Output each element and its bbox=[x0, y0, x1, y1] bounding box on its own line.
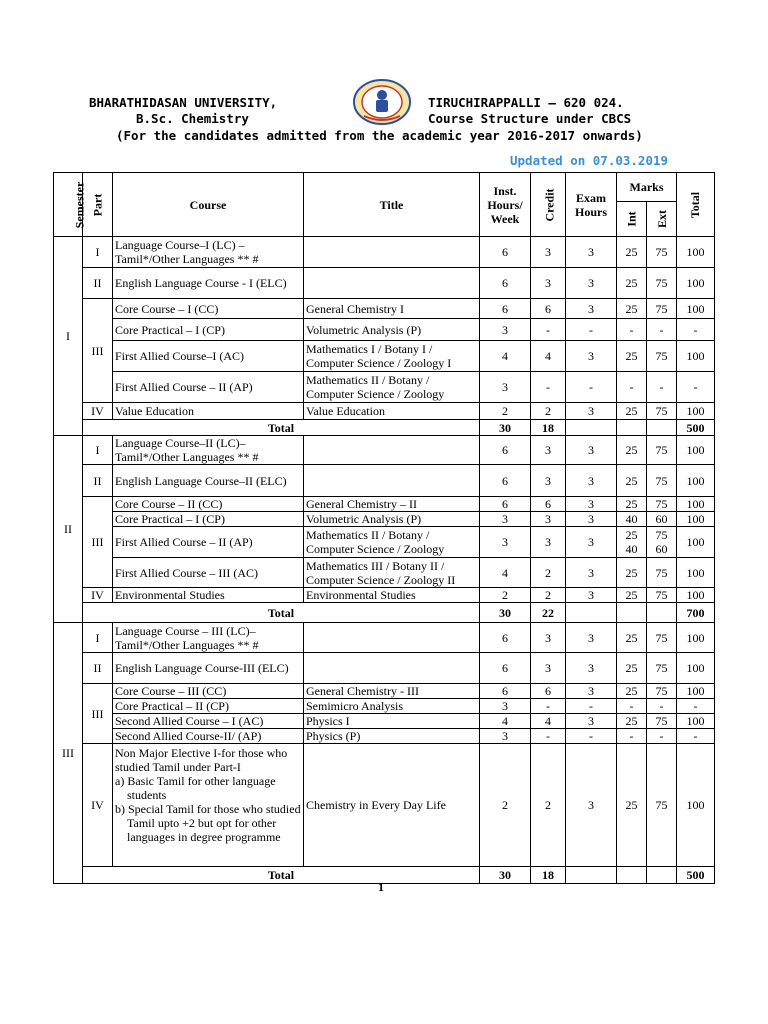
total-cell: 100 bbox=[677, 237, 715, 268]
credit-cell: 3 bbox=[531, 237, 566, 268]
total-hours: 30 bbox=[480, 420, 531, 436]
title-cell: Chemistry in Every Day Life bbox=[304, 744, 480, 867]
hours-cell: 6 bbox=[480, 268, 531, 299]
ext-cell: 75 bbox=[647, 497, 677, 512]
total-credit: 22 bbox=[531, 603, 566, 623]
total-credit: 18 bbox=[531, 867, 566, 884]
title-cell bbox=[304, 237, 480, 268]
hours-header: Inst. Hours/ Week bbox=[480, 173, 531, 237]
credit-cell: 3 bbox=[531, 653, 566, 684]
table-row bbox=[54, 497, 715, 512]
total-cell: 100 bbox=[677, 268, 715, 299]
hours-cell: 6 bbox=[480, 436, 531, 465]
credit-cell: 6 bbox=[531, 497, 566, 512]
exam-cell: 3 bbox=[566, 527, 617, 558]
table-row bbox=[54, 403, 715, 420]
hours-cell: 3 bbox=[480, 527, 531, 558]
credit-cell: - bbox=[531, 729, 566, 744]
int-cell: 25 bbox=[617, 497, 647, 512]
credit-cell: - bbox=[531, 699, 566, 714]
course-header: Course bbox=[113, 173, 304, 237]
part-cell: II bbox=[83, 268, 113, 299]
table-row bbox=[54, 653, 715, 684]
hours-cell: 6 bbox=[480, 623, 531, 653]
title-cell bbox=[304, 653, 480, 684]
title-cell: Physics I bbox=[304, 714, 480, 729]
total-label: Total bbox=[83, 867, 480, 884]
exam-cell: 3 bbox=[566, 588, 617, 603]
page-number: 1 bbox=[378, 880, 384, 894]
marks-header: Marks bbox=[617, 173, 677, 202]
credit-cell: 2 bbox=[531, 588, 566, 603]
course-cell: Language Course–I (LC) – Tamil*/Other Languages ** # bbox=[113, 237, 304, 268]
table-row bbox=[54, 729, 715, 744]
exam-cell: 3 bbox=[566, 465, 617, 497]
credit-cell: 3 bbox=[531, 623, 566, 653]
exam-cell: - bbox=[566, 729, 617, 744]
course-cell: First Allied Course – II (AP) bbox=[113, 527, 304, 558]
exam-cell: - bbox=[566, 699, 617, 714]
int-cell: 25 bbox=[617, 588, 647, 603]
semester-label: II bbox=[54, 436, 83, 623]
exam-cell: 3 bbox=[566, 653, 617, 684]
part-cell: III bbox=[83, 299, 113, 403]
admission-note: (For the candidates admitted from the academic year 2016-2017 onwards) bbox=[116, 128, 643, 143]
exam-cell: 3 bbox=[566, 341, 617, 372]
hours-cell: 3 bbox=[480, 699, 531, 714]
exam-cell: 3 bbox=[566, 623, 617, 653]
table-row bbox=[54, 744, 715, 867]
int-cell: 25 bbox=[617, 744, 647, 867]
credit-cell: 4 bbox=[531, 714, 566, 729]
hours-cell: 2 bbox=[480, 744, 531, 867]
total-cell: 100 bbox=[677, 714, 715, 729]
table-row bbox=[54, 527, 715, 558]
total-marks: 500 bbox=[677, 867, 715, 884]
title-cell bbox=[304, 268, 480, 299]
title-cell: Mathematics II / Botany / Computer Science / Zoology bbox=[304, 372, 480, 403]
int-header: Int bbox=[617, 202, 647, 237]
ext-cell: 75 bbox=[647, 684, 677, 699]
ext-cell: 75 bbox=[647, 558, 677, 588]
ext-cell: 75 bbox=[647, 465, 677, 497]
semester-label: I bbox=[54, 237, 83, 436]
exam-cell: 3 bbox=[566, 714, 617, 729]
hours-cell: 4 bbox=[480, 558, 531, 588]
title-cell: Semimicro Analysis bbox=[304, 699, 480, 714]
int-cell: 25 bbox=[617, 684, 647, 699]
total-cell: 100 bbox=[677, 653, 715, 684]
part-cell: I bbox=[83, 237, 113, 268]
credit-cell: 3 bbox=[531, 268, 566, 299]
course-cell: Non Major Elective I-for those who studied Tamil under Part-I a) Basic Tamil for other language students b) Special Tamil for those who studied Tamil upto +2 but opt for other languages in degree programme bbox=[113, 744, 304, 867]
part-cell: IV bbox=[83, 744, 113, 867]
ext-cell: 75 bbox=[647, 237, 677, 268]
title-cell: Mathematics III / Botany II / Computer Science / Zoology II bbox=[304, 558, 480, 588]
total-credit: 18 bbox=[531, 420, 566, 436]
table-row bbox=[54, 714, 715, 729]
exam-cell: - bbox=[566, 372, 617, 403]
table-row bbox=[54, 268, 715, 299]
ext-header: Ext bbox=[647, 202, 677, 237]
course-cell: Core Course – I (CC) bbox=[113, 299, 304, 319]
course-cell: Second Allied Course-II/ (AP) bbox=[113, 729, 304, 744]
part-cell: II bbox=[83, 653, 113, 684]
table-row bbox=[54, 299, 715, 319]
total-cell: 100 bbox=[677, 299, 715, 319]
credit-cell: 3 bbox=[531, 512, 566, 527]
hours-cell: 4 bbox=[480, 341, 531, 372]
credit-cell: 2 bbox=[531, 744, 566, 867]
university-name: BHARATHIDASAN UNIVERSITY, bbox=[89, 95, 278, 110]
exam-cell: 3 bbox=[566, 744, 617, 867]
total-cell: 100 bbox=[677, 436, 715, 465]
course-cell: Core Practical – I (CP) bbox=[113, 512, 304, 527]
part-cell: II bbox=[83, 465, 113, 497]
title-cell: Environmental Studies bbox=[304, 588, 480, 603]
part-cell: IV bbox=[83, 403, 113, 420]
total-row bbox=[54, 603, 715, 623]
total-cell: 100 bbox=[677, 497, 715, 512]
ext-cell: 75 bbox=[647, 623, 677, 653]
hours-cell: 6 bbox=[480, 497, 531, 512]
course-cell: English Language Course–II (ELC) bbox=[113, 465, 304, 497]
ext-cell: 75 bbox=[647, 268, 677, 299]
credit-cell: 6 bbox=[531, 299, 566, 319]
table-row bbox=[54, 699, 715, 714]
int-cell: 25 bbox=[617, 653, 647, 684]
title-header: Title bbox=[304, 173, 480, 237]
credit-cell: 3 bbox=[531, 436, 566, 465]
title-cell: General Chemistry I bbox=[304, 299, 480, 319]
int-cell: 25 40 bbox=[617, 527, 647, 558]
title-cell: General Chemistry – II bbox=[304, 497, 480, 512]
ext-cell: - bbox=[647, 729, 677, 744]
ext-cell: 75 bbox=[647, 714, 677, 729]
credit-cell: - bbox=[531, 319, 566, 341]
course-cell: Second Allied Course – I (AC) bbox=[113, 714, 304, 729]
int-cell: - bbox=[617, 729, 647, 744]
total-cell: 100 bbox=[677, 465, 715, 497]
exam-cell: 3 bbox=[566, 268, 617, 299]
hours-cell: 6 bbox=[480, 237, 531, 268]
university-city: TIRUCHIRAPPALLI – 620 024. bbox=[428, 95, 624, 110]
semester-header: Semester bbox=[54, 173, 83, 237]
ext-cell: 75 bbox=[647, 653, 677, 684]
total-header: Total bbox=[677, 173, 715, 237]
int-cell: - bbox=[617, 319, 647, 341]
hours-cell: 6 bbox=[480, 653, 531, 684]
ext-cell: - bbox=[647, 372, 677, 403]
int-cell: 25 bbox=[617, 268, 647, 299]
total-row bbox=[54, 867, 715, 884]
hours-cell: 6 bbox=[480, 465, 531, 497]
ext-cell: 75 bbox=[647, 744, 677, 867]
title-cell: General Chemistry - III bbox=[304, 684, 480, 699]
total-marks: 500 bbox=[677, 420, 715, 436]
table-row bbox=[54, 588, 715, 603]
course-cell: First Allied Course – II (AP) bbox=[113, 372, 304, 403]
exam-cell: 3 bbox=[566, 684, 617, 699]
hours-cell: 4 bbox=[480, 714, 531, 729]
ext-cell: 75 bbox=[647, 588, 677, 603]
total-cell: 100 bbox=[677, 744, 715, 867]
hours-cell: 3 bbox=[480, 319, 531, 341]
title-cell: Volumetric Analysis (P) bbox=[304, 512, 480, 527]
total-cell: 100 bbox=[677, 403, 715, 420]
hours-cell: 3 bbox=[480, 512, 531, 527]
total-cell: 100 bbox=[677, 527, 715, 558]
course-cell: Core Course – II (CC) bbox=[113, 497, 304, 512]
table-row bbox=[54, 465, 715, 497]
course-structure-table bbox=[53, 172, 715, 884]
title-cell bbox=[304, 436, 480, 465]
table-row bbox=[54, 237, 715, 268]
ext-cell: 75 bbox=[647, 341, 677, 372]
hours-cell: 3 bbox=[480, 372, 531, 403]
program-name: B.Sc. Chemistry bbox=[136, 111, 249, 126]
course-cell: Environmental Studies bbox=[113, 588, 304, 603]
table-row bbox=[54, 341, 715, 372]
total-marks: 700 bbox=[677, 603, 715, 623]
int-cell: 25 bbox=[617, 299, 647, 319]
part-cell: IV bbox=[83, 588, 113, 603]
total-cell: 100 bbox=[677, 684, 715, 699]
int-cell: 25 bbox=[617, 341, 647, 372]
int-cell: 25 bbox=[617, 436, 647, 465]
total-cell: - bbox=[677, 319, 715, 341]
int-cell: 40 bbox=[617, 512, 647, 527]
course-cell: Language Course – III (LC)– Tamil*/Other Languages ** # bbox=[113, 623, 304, 653]
title-cell bbox=[304, 623, 480, 653]
int-cell: - bbox=[617, 699, 647, 714]
ext-cell: 75 bbox=[647, 299, 677, 319]
part-header: Part bbox=[83, 173, 113, 237]
course-cell: Core Practical – II (CP) bbox=[113, 699, 304, 714]
course-cell: First Allied Course – III (AC) bbox=[113, 558, 304, 588]
table-row bbox=[54, 558, 715, 588]
table-row bbox=[54, 512, 715, 527]
total-cell: - bbox=[677, 729, 715, 744]
ext-cell: 75 bbox=[647, 436, 677, 465]
exam-cell: 3 bbox=[566, 512, 617, 527]
table-row bbox=[54, 319, 715, 341]
title-cell: Physics (P) bbox=[304, 729, 480, 744]
ext-cell: 60 bbox=[647, 512, 677, 527]
hours-cell: 6 bbox=[480, 684, 531, 699]
credit-header: Credit bbox=[531, 173, 566, 237]
exam-cell: 3 bbox=[566, 299, 617, 319]
table-row bbox=[54, 436, 715, 465]
table-row bbox=[54, 372, 715, 403]
course-cell: Language Course–II (LC)– Tamil*/Other Languages ** # bbox=[113, 436, 304, 465]
hours-cell: 6 bbox=[480, 299, 531, 319]
total-label: Total bbox=[83, 603, 480, 623]
int-cell: 25 bbox=[617, 465, 647, 497]
course-cell: First Allied Course–I (AC) bbox=[113, 341, 304, 372]
title-cell: Mathematics I / Botany I / Computer Science / Zoology I bbox=[304, 341, 480, 372]
part-cell: III bbox=[83, 497, 113, 588]
part-cell: I bbox=[83, 436, 113, 465]
title-cell: Volumetric Analysis (P) bbox=[304, 319, 480, 341]
total-label: Total bbox=[83, 420, 480, 436]
course-cell: English Language Course-III (ELC) bbox=[113, 653, 304, 684]
int-cell: 25 bbox=[617, 714, 647, 729]
course-cell: English Language Course - I (ELC) bbox=[113, 268, 304, 299]
exam-cell: 3 bbox=[566, 436, 617, 465]
semester-label: III bbox=[54, 623, 83, 884]
int-cell: - bbox=[617, 372, 647, 403]
credit-cell: 4 bbox=[531, 341, 566, 372]
int-cell: 25 bbox=[617, 623, 647, 653]
credit-cell: 2 bbox=[531, 558, 566, 588]
total-hours: 30 bbox=[480, 867, 531, 884]
title-cell bbox=[304, 465, 480, 497]
int-cell: 25 bbox=[617, 237, 647, 268]
exam-cell: 3 bbox=[566, 558, 617, 588]
ext-cell: 75 60 bbox=[647, 527, 677, 558]
hours-cell: 2 bbox=[480, 403, 531, 420]
credit-cell: 2 bbox=[531, 403, 566, 420]
updated-date: Updated on 07.03.2019 bbox=[510, 153, 669, 168]
title-cell: Value Education bbox=[304, 403, 480, 420]
total-cell: 100 bbox=[677, 558, 715, 588]
int-cell: 25 bbox=[617, 403, 647, 420]
credit-cell: - bbox=[531, 372, 566, 403]
ext-cell: - bbox=[647, 319, 677, 341]
total-hours: 30 bbox=[480, 603, 531, 623]
exam-cell: 3 bbox=[566, 403, 617, 420]
exam-header: Exam Hours bbox=[566, 173, 617, 237]
exam-cell: - bbox=[566, 319, 617, 341]
course-cell: Core Practical – I (CP) bbox=[113, 319, 304, 341]
credit-cell: 3 bbox=[531, 527, 566, 558]
exam-cell: 3 bbox=[566, 237, 617, 268]
header-row bbox=[54, 173, 715, 202]
total-cell: 100 bbox=[677, 588, 715, 603]
table-row bbox=[54, 684, 715, 699]
hours-cell: 3 bbox=[480, 729, 531, 744]
course-cell: Value Education bbox=[113, 403, 304, 420]
part-cell: III bbox=[83, 684, 113, 744]
int-cell: 25 bbox=[617, 558, 647, 588]
total-cell: - bbox=[677, 699, 715, 714]
total-row bbox=[54, 420, 715, 436]
ext-cell: 75 bbox=[647, 403, 677, 420]
credit-cell: 6 bbox=[531, 684, 566, 699]
total-cell: 100 bbox=[677, 512, 715, 527]
ext-cell: - bbox=[647, 699, 677, 714]
part-cell: I bbox=[83, 623, 113, 653]
total-cell: 100 bbox=[677, 623, 715, 653]
total-cell: - bbox=[677, 372, 715, 403]
course-cell: Core Course – III (CC) bbox=[113, 684, 304, 699]
hours-cell: 2 bbox=[480, 588, 531, 603]
exam-cell: 3 bbox=[566, 497, 617, 512]
total-cell: 100 bbox=[677, 341, 715, 372]
table-row bbox=[54, 623, 715, 653]
title-cell: Mathematics II / Botany / Computer Science / Zoology bbox=[304, 527, 480, 558]
structure-label: Course Structure under CBCS bbox=[428, 111, 632, 126]
credit-cell: 3 bbox=[531, 465, 566, 497]
university-emblem-icon bbox=[352, 78, 412, 126]
